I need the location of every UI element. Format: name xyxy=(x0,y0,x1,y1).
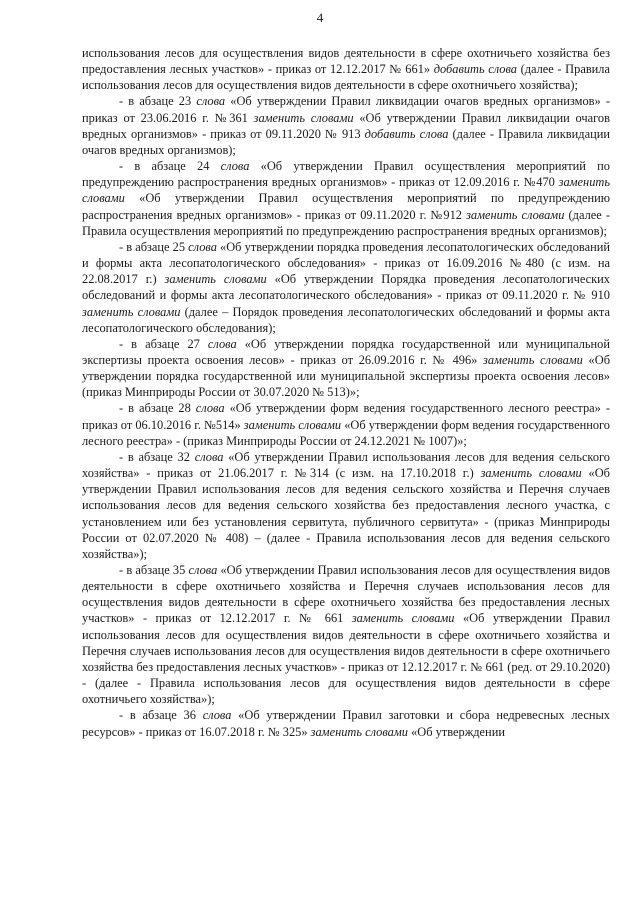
paragraph-text: «Об утверждении Правил использования лесов для ведения сельского хозяйства» - приказ от 21.06.2017 г. №314 (с изм. на 17.10.2018 г.) xyxy=(82,449,610,481)
paragraph-text: (далее – Порядок проведения лесопатологических обследований и формы акта лесопатологического обследования); xyxy=(82,304,610,335)
paragraph-text: - в абзаце 32 xyxy=(119,449,195,464)
italic-instruction-text: заменить словами xyxy=(253,110,354,125)
paragraph-text: «Об утверждении Правил ликвидации очагов вредных организмов» - приказ от 23.06.2016 г. №361 xyxy=(82,94,610,125)
italic-instruction-text: заменить словами xyxy=(243,417,342,432)
italic-instruction-text: заменить словами xyxy=(466,207,565,222)
italic-instruction-text: слова xyxy=(207,336,237,351)
italic-instruction-text: слова xyxy=(188,563,218,577)
italic-instruction-text: заменить словами xyxy=(82,304,181,319)
paragraph-text: «Об утверждении Правил осуществления мероприятий по предупреждению распространения вредных организмов» - приказ от 09.11.2020 г. №912 xyxy=(82,191,610,222)
italic-instruction-text: заменить словами xyxy=(310,724,408,739)
italic-instruction-text: заменить словами xyxy=(164,272,267,287)
paragraph-text: - в абзаце 27 xyxy=(119,336,208,351)
italic-instruction-text: слова xyxy=(202,708,232,723)
paragraph-text: «Об утверждении Порядка проведения лесопатологических обследований и формы акта лесопатологического обследования» - приказ от 09.11.2020 г. № 910 xyxy=(82,272,610,303)
italic-instruction-text: заменить словами xyxy=(351,611,455,626)
paragraph-text: - в абзаце 35 xyxy=(119,563,189,577)
amendment-paragraph xyxy=(82,93,610,158)
paragraph-text: «Об утверждении Правил осуществления мероприятий по предупреждению распространения вредных организмов» - приказ от 12.09.2016 г. №470 xyxy=(82,159,610,190)
document-body xyxy=(82,45,610,740)
paragraph-text: - в абзаце 25 xyxy=(119,239,189,254)
italic-instruction-text: слова xyxy=(196,94,226,109)
amendment-paragraph xyxy=(82,707,610,739)
paragraph-text: (далее - Правила ликвидации очагов вредных организмов); xyxy=(82,126,610,157)
page-number: 4 xyxy=(316,10,324,25)
paragraph-text: - в абзаце 28 xyxy=(119,401,196,416)
italic-instruction-text: слова xyxy=(194,449,224,464)
italic-instruction-text: добавить слова xyxy=(433,62,517,77)
amendment-paragraph xyxy=(82,239,610,336)
amendment-paragraph xyxy=(82,449,610,562)
italic-instruction-text: заменить словами xyxy=(480,466,582,481)
italic-instruction-text: добавить слова xyxy=(364,126,449,141)
paragraph-text: «Об утверждении Правил использования лесов для осуществления видов деятельности в сфере охотничьего хозяйства и Перечня случаев использования лесов для осуществления видов деятельности в сфере охотничьего хозяйства без предоставления лесных участков» - приказ от 12.12.2017 г. № 661 xyxy=(82,563,610,626)
paragraph-text: «Об утверждении порядка государственной или муниципальной экспертизы проекта освоения лесов» (приказ Минприроды России от 30.07.2020 № 513)»; xyxy=(82,352,610,400)
paragraph-text: «Об утверждении Правил использования лесов для ведения сельского хозяйства и Перечня случаев использования лесов для ведения сельского хозяйства без предоставления лесного участка, с установлением или без установления сервитута, публичного сервитута» - (приказ Минприроды России от 02.07.2020 № 408) – (далее - Правила использования лесов для ведения сельского хозяйства»); xyxy=(82,466,610,561)
paragraph-text: «Об утверждении Правил ликвидации очагов вредных организмов» - приказ от 09.11.2020 № 913 xyxy=(82,110,610,141)
paragraph-text: «Об утверждении форм ведения государственного лесного реестра» - (приказ Минприроды России от 24.12.2021 № 1007)»; xyxy=(82,417,611,448)
italic-instruction-text: слова xyxy=(195,401,225,416)
paragraph-text: (далее - Правила использования лесов для осуществления видов деятельности в сфере охотничьего хозяйства); xyxy=(82,62,610,93)
amendment-paragraph xyxy=(82,158,610,239)
paragraph-text: - в абзаце 36 xyxy=(119,708,203,723)
italic-instruction-text: слова xyxy=(220,159,250,174)
paragraph-text: «Об утверждении форм ведения государственного лесного реестра» - приказ от 06.10.2016 г. №514» xyxy=(82,401,610,432)
paragraph-text: (далее - Правила осуществления мероприятий по предупреждению распространения вредных организмов); xyxy=(82,207,610,238)
paragraph-text: «Об утверждении порядка проведения лесопатологических обследований и формы акта лесопатологического обследования» - приказ от 16.09.2016 №480 (с изм. на 22.08.2017 г.) xyxy=(82,239,610,287)
paragraph-text: «Об утверждении Правил использования лесов для осуществления видов деятельности в сфере охотничьего хозяйства и Перечня случаев использования лесов для осуществления видов деятельности в сфере охотничьего хозяйства без предоставления лесных участков» - приказ от 12.12.2017 г. № 661 (ред. от 29.10.2020) - (далее - Правила использования лесов для осуществления видов деятельности в сфере охотничьего хозяйства»); xyxy=(82,611,611,707)
amendment-paragraph xyxy=(82,400,610,448)
amendment-paragraph xyxy=(82,336,610,401)
amendment-paragraph xyxy=(82,45,610,93)
italic-instruction-text: слова xyxy=(188,239,217,254)
paragraph-text: использования лесов для осуществления видов деятельности в сфере охотничьего хозяйства без предоставления лесных участков» - приказ от 12.12.2017 № 661» xyxy=(82,46,610,77)
paragraph-text: - в абзаце 23 xyxy=(119,94,197,109)
paragraph-text: «Об утверждении Правил заготовки и сбора недревесных лесных ресурсов» - приказ от 16.07.2018 г. № 325» xyxy=(82,708,610,739)
italic-instruction-text: заменить словами xyxy=(82,175,610,206)
paragraph-text: «Об утверждении xyxy=(407,724,505,739)
paragraph-text: - в абзаце 24 xyxy=(119,159,221,174)
italic-instruction-text: заменить словами xyxy=(483,352,583,367)
paragraph-text: «Об утверждении порядка государственной или муниципальной экспертизы проекта освоения лесов» - приказ от 26.09.2016 г. № 496» xyxy=(82,336,610,367)
amendment-paragraph xyxy=(82,562,610,707)
